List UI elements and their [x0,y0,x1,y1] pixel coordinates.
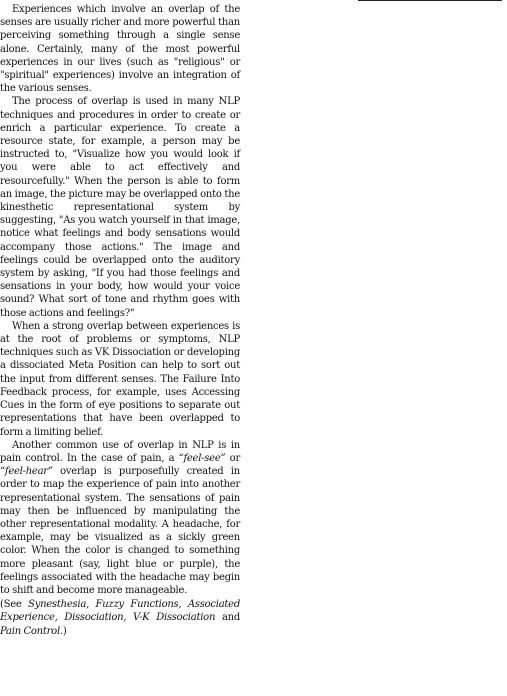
article-column [0,3,240,638]
paragraph-pain-control [0,439,240,597]
see-also-reference [0,598,240,638]
pain-text-1: Another common use of overlap in NLP is in pain control. In the case of pain, a [0,439,240,464]
see-also-open: (See [0,599,29,611]
header-rule [358,0,502,1]
see-also-close: .) [59,625,67,637]
see-also-last-term: Pain Control [0,625,60,637]
paragraph-strong-overlap: When a strong overlap between experiences is at the root of problems or symptoms, NLP techniques such as VK Dissociation or developing a dissociated Meta Position can help to sort out the input from different senses. The Failure Into Feedback process, for example, uses Accessing Cues in the form of eye positions to separate out representations that have been overlapped to form a limiting belief. [0,320,240,438]
see-also-terms: Synesthesia, Fuzzy Functions, Associated Experience, Dissociation, V-K Dissociation [0,599,240,624]
feel-hear-term: “feel-hear” [0,466,53,478]
see-also-and: and [215,612,241,624]
pain-text-2: or [225,452,240,464]
feel-see-term: “feel-see” [178,452,226,464]
paragraph-overlap-process: The process of overlap is used in many NLP techniques and procedures in order to create or enrich a particular experience. To create a resource state, for example, a person may be instructed to, "Visualize how you would look if you were able to act effectively and resourcefully." When the person is able to form an image, the picture may be overlapped onto the kinesthetic representational system by suggesting, "As you watch yourself in that image, notice what feelings and body sensations would accompany those actions." The image and feelings could be overlapped onto the auditory system by asking, "If you had those feelings and sensations in your body, how would your voice sound? What sort of tone and rhythm goes with those actions and feelings?" [0,96,240,319]
paragraph-senses: Experiences which involve an overlap of the senses are usually richer and more powerful than perceiving something through a single sense alone. Certainly, many of the most powerful experiences in our lives (such as "religious" or "spiritual" experiences) involve an integration of the various senses. [0,4,240,95]
pain-text-3: overlap is purposefully created in order to map the experience of pain into another representational system. The sensations of pain may then be influenced by manipulating the other representational modality. A headache, for example, may be visualized as a sickly green color. When the color is changed to something more pleasant (say, light blue or purple), the feelings associated with the headache may begin to shift and become more manageable. [0,466,240,596]
